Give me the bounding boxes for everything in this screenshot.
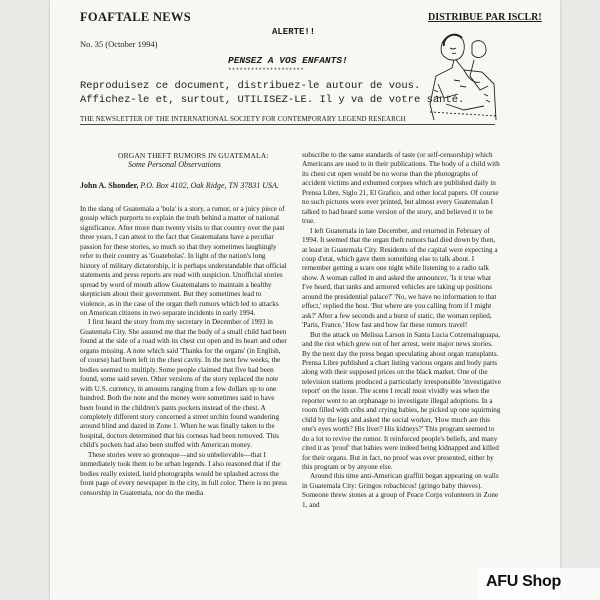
issue-number: No. 35 (October 1994) xyxy=(80,39,158,49)
masthead-rule xyxy=(80,124,495,125)
col2-paragraph-4: Around this time anti-American graffiti began appearing on walls in Guatemala City: Gringos robachicos! (gringo baby thieves). Someone threw stones at a group of Peace Corps volunteers in Zone 1, and xyxy=(302,472,499,509)
article-subtitle: Some Personal Observations xyxy=(128,160,221,169)
col1-paragraph-2: I first heard the story from my secretary in December of 1993 in Guatemala City. She assured me that the body of a small child had been found at the side of a road with its chest cut open and its heart and other organs missing. A note which said 'Thanks for the organs' (in English, of course) had been left in the chest cavity. In the next few weeks, the bodies seemed to multiply. Some people claimed that five had been found, some said seven. Other versions of the story replaced the note with U.S. currency, in amounts ranging from a few dollars up to one hundred. Both the note and the money were sometimes said to have been found in the children's pants pockets instead of the chest. A completely different story concerned a street urchin found wandering around blind and dazed in Zone 1. When he was finally taken to the hospital, doctors determined that his corneas had been removed. This child's pockets had also been stuffed with American money. xyxy=(80,318,287,450)
article-title: ORGAN THEFT RUMORS IN GUATEMALA: xyxy=(118,151,269,160)
woman-with-child-illustration-icon xyxy=(424,24,500,122)
col2-paragraph-1: subscribe to the same standards of taste (or self-censorship) which Americans are used to in their publications. The body of a child with its chest cut open would be no worse than the photographs of accident victims and exhumed corpses which are published daily in Prensa Libre, Siglo 21, El Grafico, and other local papers. Of course no such pictures were ever printed, but almost every Guatemalan I talked to had heard some version of the story, and believed it to be true. xyxy=(302,151,500,226)
pensez-heading: PENSEZ A VOS ENFANTS! xyxy=(228,55,348,66)
col2-paragraph-2: I left Guatemala in late December, and returned in February of 1994. It seemed that the organ theft rumors had died down by then, at least in Guatemala City. Residents of the capital were expecting a coup d'etat, which gave them something else to talk about. I remember getting a scare one night while listening to a radio talk show. A woman called in and asked the announcer, 'Is it true what I've heard, that tanks and armored vehicles are taking up positions around the presidential palace?' 'No, we have no information to that effect,' replied the host. 'But where are you calling from if I might ask?' After a few seconds and a burst of static, the woman replied, 'Paris, France.' How fast and how far these rumors travel! xyxy=(302,226,498,330)
reproduisez-line-2: Affichez-le et, surtout, UTILISEZ-LE. Il y va de votre santé. xyxy=(80,94,465,106)
newsletter-subtitle: THE NEWSLETTER OF THE INTERNATIONAL SOCIETY FOR CONTEMPORARY LEGEND RESEARCH xyxy=(80,115,406,123)
author-address: P.O. Box 4102, Oak Ridge, TN 37831 USA. xyxy=(140,181,279,190)
article-column-1 xyxy=(80,205,287,498)
alerte-heading: ALERTE!! xyxy=(272,27,316,37)
reproduisez-line-1: Reproduisez ce document, distribuez-le autour de vous. xyxy=(80,80,421,92)
article-column-2 xyxy=(302,151,502,510)
watermark-text: AFU Shop xyxy=(486,573,561,590)
article-author xyxy=(80,181,290,191)
col1-paragraph-1: In the slang of Guatemala a 'bola' is a story, a rumor, or a juicy piece of gossip which purports to explain the truth behind a matter of national significance. After more than twenty visits to that country over the past three years, I can attest to the fact that Guatemalans have a peculiar passion for these stories, so much so that they sometimes laughingly refer to their country as 'Guatebolas'. In light of the nation's long history of military dictatorship, it is perhaps understandable that official statements and press reports are read with suspicion. Unofficial stories spread by word of mouth allow Guatemalans to maintain a healthy skepticism about their government. But they sometimes lead to violence, as in the case of the organ theft rumors which led to attacks on American citizens in two separate incidents in early 1994. xyxy=(80,205,287,317)
col2-paragraph-3: But the attack on Melissa Larson in Santa Lucia Cotzemaluguapa, and the riot which grew out of her arrest, were major news stories. By the next day the press began speculating about organ transplants. Prensa Libre published a chart listing various organs and body parts along with their supposed prices on the black market. One of the television stations produced a particularly irresponsible 'investigative report' on the issue. The scene I recall most vividly was when the reporter went to an orphanage to investigate illegal adoptions. In a room filled with cribs and crying babies, he picked up one squirming child by the legs and asked the social worker, 'How much are this one's eyes worth? His liver? His kidneys?' This program seemed to do a lot to revive the rumor. It reinforced people's beliefs, and many cited it as 'proof' that babies were indeed being kidnapped and killed for their organs. But in fact, no proof was ever presented, either by this program or by anyone else. xyxy=(302,330,501,471)
reproduisez-notice xyxy=(80,79,464,107)
afu-shop-watermark xyxy=(478,568,600,600)
stars-divider: ******************** xyxy=(228,67,305,74)
distribue-heading: DISTRIBUE PAR ISCLR! xyxy=(428,12,542,23)
author-name: John A. Shonder, xyxy=(80,181,139,190)
masthead-title: FOAFTALE NEWS xyxy=(80,10,191,24)
col1-paragraph-3: These stories were so grotesque—and so unbelievable—that I immediately took them to be urban legends. I also reasoned that if the bodies really existed, lurid photographs would be splashed across the front page of every newspaper in the city, in full color. There is no press censorship in Guatemala, nor do the media xyxy=(80,450,287,497)
